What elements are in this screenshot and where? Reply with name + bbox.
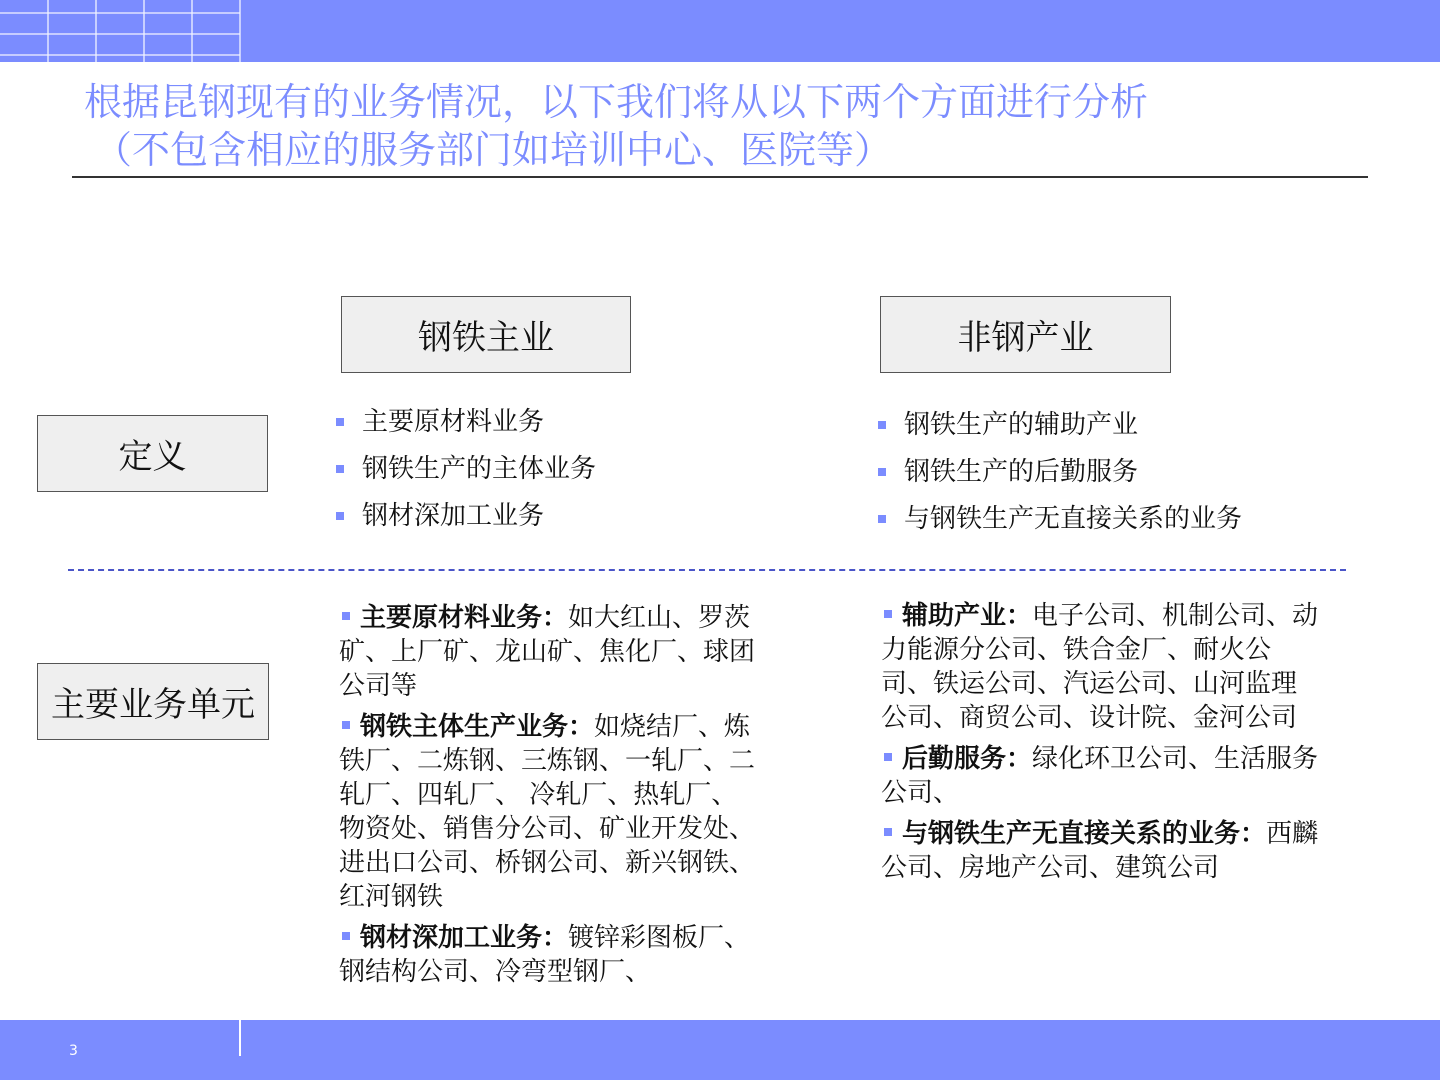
square-bullet-icon: [878, 468, 886, 476]
square-bullet-icon: [342, 612, 350, 620]
list-item: 主要原材料业务：如大红山、罗茨矿、上厂矿、龙山矿、焦化厂、球团公司等: [339, 603, 756, 701]
title-line-2: （不包含相应的服务部门如培训中心、医院等）: [94, 128, 893, 172]
list-item: 钢材深加工业务：镀锌彩图板厂、钢结构公司、冷弯型钢厂、: [339, 923, 751, 987]
row-label-definition: 定义: [37, 415, 268, 492]
list-item: 与钢铁生产无直接关系的业务：西麟公司、房地产公司、建筑公司: [881, 819, 1319, 883]
list-item: 主要原材料业务: [336, 406, 786, 453]
square-bullet-icon: [342, 932, 350, 940]
list-item: 钢铁生产的辅助产业: [878, 409, 1358, 456]
row-label-business-units: 主要业务单元: [37, 663, 269, 740]
list-item: 后勤服务：绿化环卫公司、生活服务公司、: [881, 744, 1319, 808]
column-header-steel-main: 钢铁主业: [341, 296, 631, 373]
square-bullet-icon: [336, 465, 344, 473]
title-underline: [72, 176, 1368, 178]
definition-list-steel: [336, 406, 786, 547]
square-bullet-icon: [884, 828, 892, 836]
list-item: 钢材深加工业务: [336, 500, 786, 547]
list-item: 与钢铁生产无直接关系的业务: [878, 503, 1358, 550]
bottom-divider-tick: [239, 1020, 241, 1056]
definition-list-non-steel: [878, 409, 1358, 550]
title-line-1: 根据昆钢现有的业务情况，以下我们将从以下两个方面进行分析: [84, 80, 1149, 124]
column-header-non-steel: 非钢产业: [880, 296, 1171, 373]
page-number: 3: [69, 1043, 78, 1059]
square-bullet-icon: [342, 721, 350, 729]
section-divider: [68, 569, 1346, 571]
business-units-steel: [339, 601, 759, 996]
square-bullet-icon: [336, 418, 344, 426]
list-item: 钢铁主体生产业务：如烧结厂、炼铁厂、二炼钢、三炼钢、一轧厂、二轧厂、四轧厂、 冷轧厂、热轧厂、物资处、销售分公司、矿业开发处、进出口公司、桥钢公司、新兴钢铁、红河钢铁: [339, 712, 756, 912]
list-item: 钢铁生产的后勤服务: [878, 456, 1358, 503]
grid-decoration: [0, 0, 245, 78]
square-bullet-icon: [884, 610, 892, 618]
square-bullet-icon: [878, 515, 886, 523]
square-bullet-icon: [884, 753, 892, 761]
bottom-banner: [0, 1020, 1440, 1080]
square-bullet-icon: [878, 421, 886, 429]
business-units-non-steel: [881, 599, 1321, 892]
list-item: 钢铁生产的主体业务: [336, 453, 786, 500]
list-item: 辅助产业：电子公司、机制公司、动力能源分公司、铁合金厂、耐火公司、铁运公司、汽运公司、山河监理公司、商贸公司、设计院、金河公司: [881, 601, 1319, 733]
page-title: [84, 78, 1384, 174]
square-bullet-icon: [336, 512, 344, 520]
